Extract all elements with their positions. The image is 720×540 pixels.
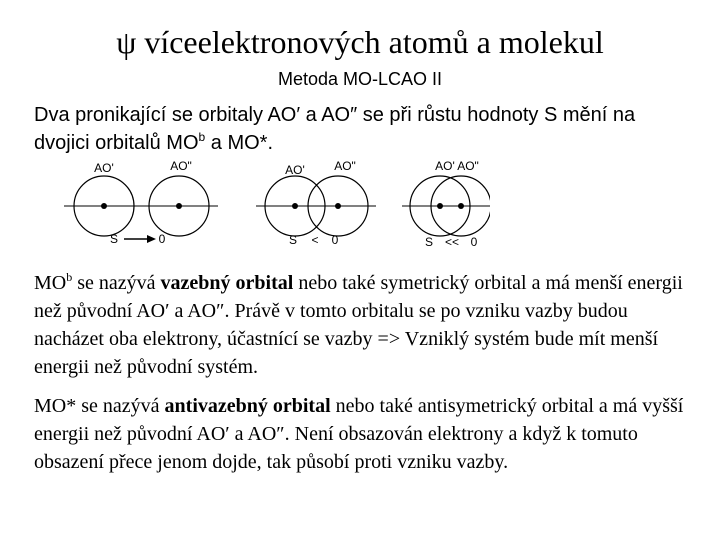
panel-2-relation: < [311, 233, 319, 247]
panel-3-relation: << [444, 235, 460, 249]
para1-pre: MO [34, 272, 67, 294]
intro-superscript: b [198, 130, 206, 144]
panel-3-nucleus-left [437, 203, 443, 209]
panel-2-zero: 0 [331, 233, 339, 247]
intro-text-main: Dva pronikající se orbitaly AO′ a AO″ se při růstu hodnoty S mění na dvojici orbitalů MO [34, 104, 636, 154]
para1-superscript: b [66, 270, 73, 284]
para2-rest: nebo také antisymetrický orbital a má vyšší energii než původní AO′ a AO″. Není obsazován elektrony a když k tomuto obsazení přece jenom dojde, tak působí proti vzniku vazby. [34, 395, 684, 473]
intro-text [34, 101, 694, 157]
orbital-overlap-diagram [60, 155, 490, 255]
panel-separated [64, 159, 218, 246]
panel-2-nucleus-left [292, 203, 298, 209]
panel-1-arrow-head [147, 235, 156, 243]
panel-1-nucleus-left [101, 203, 107, 209]
para2-pre: MO* se nazývá [34, 395, 165, 417]
panel-1-label-left: AO' [94, 161, 114, 175]
bonding-orbital-term: vazebný orbital [160, 272, 294, 294]
panel-2-label-left: AO' [285, 163, 305, 177]
panel-3-nucleus-right [458, 203, 464, 209]
panel-3-zero: 0 [470, 235, 478, 249]
antibonding-orbital-term: antivazebný orbital [164, 395, 331, 417]
para1-mid: se nazývá [72, 272, 161, 294]
panel-2-nucleus-right [335, 203, 341, 209]
page-subtitle: Metoda MO-LCAO II [277, 69, 443, 89]
bonding-orbital-paragraph [34, 269, 694, 381]
intro-text-end: a MO*. [205, 132, 273, 154]
para1-rest: nebo také symetrický orbital a má menší energii než původní AO′ a AO″. Právě v tomto orbitalu se po vzniku vazby budou nacházet oba elektrony, účastnící se vazby => Vzniklý systém bude mít menší energii než původní systém. [34, 272, 683, 378]
panel-overlap [256, 159, 376, 247]
panel-1-nucleus-right [176, 203, 182, 209]
panel-3-caption: S [424, 235, 434, 249]
page-title: ψ víceelektronových atomů a molekul [116, 24, 604, 60]
antibonding-orbital-paragraph [34, 392, 694, 476]
panel-2-label-right: AO" [334, 159, 356, 173]
panel-strong-overlap [402, 159, 490, 249]
panel-1-caption: S [109, 232, 119, 246]
panel-3-label-left: AO' [435, 159, 455, 173]
panel-3-label-right: AO" [457, 159, 479, 173]
panel-1-zero: 0 [158, 232, 166, 246]
panel-2-caption: S [288, 233, 298, 247]
panel-1-label-right: AO" [170, 159, 192, 173]
